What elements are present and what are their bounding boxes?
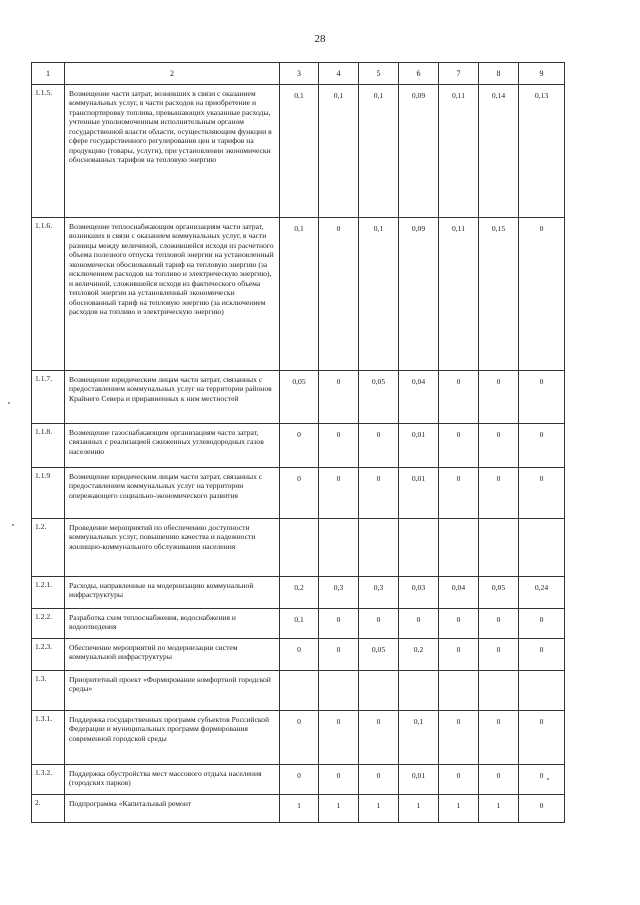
value-cell: 0,2: [280, 577, 319, 609]
value-cell: 0: [319, 711, 359, 765]
value-cell: 0: [519, 711, 565, 765]
value-cell: 0,01: [399, 424, 439, 468]
table-row: [32, 371, 565, 424]
value-cell: 0,1: [280, 85, 319, 218]
value-cell: 0: [439, 711, 479, 765]
value-cell: 0: [519, 765, 565, 795]
scan-speck: [8, 402, 10, 404]
table-row: [32, 424, 565, 468]
row-number: 1.2.: [32, 519, 65, 577]
table-row: [32, 577, 565, 609]
value-cell: 0,3: [319, 577, 359, 609]
value-cell: 0: [479, 765, 519, 795]
row-description: Приоритетный проект «Формирование комфортной городской среды»: [65, 671, 280, 711]
table-row: [32, 519, 565, 577]
value-cell: [359, 519, 399, 577]
row-description: Разработка схем теплоснабжения, водоснабжения и водоотведения: [65, 609, 280, 639]
row-number: 1.3.2.: [32, 765, 65, 795]
value-cell: 0,1: [280, 218, 319, 371]
header-cell: 6: [399, 63, 439, 85]
row-description: Поддержка государственных программ субъектов Российской Федерации и муниципальных программ формирования современной городской среды: [65, 711, 280, 765]
row-number: 1.3.: [32, 671, 65, 711]
value-cell: 0: [359, 609, 399, 639]
value-cell: 0,05: [280, 371, 319, 424]
value-cell: [319, 671, 359, 711]
value-cell: 0: [359, 468, 399, 519]
value-cell: 0,14: [479, 85, 519, 218]
table-row: [32, 711, 565, 765]
row-description: Возмещение теплоснабжающим организациям части затрат, возникших в связи с оказанием коммунальных услуг, в части разницы между величиной, сложившейся исходя из расчетного объема полезного отпуска тепловой энергии на установленный экономически обоснованный тариф на тепловую энергию (за исключением расходов на топливо и электрическую энергию), и величиной, сложившейся исходя из фактического объема тепловой энергии на установленный экономически обоснованный тариф на тепловую энергию (за исключением расходов на топливо и электрическую энергию): [65, 218, 280, 371]
header-cell: 7: [439, 63, 479, 85]
row-description: Возмещение юридическим лицам части затрат, связанных с предоставлением коммунальных услуг на территории районов Крайнего Севера и приравненных к ним местностей: [65, 371, 280, 424]
value-cell: [439, 519, 479, 577]
table-row: [32, 85, 565, 218]
scan-speck: [547, 778, 549, 780]
value-cell: 0: [519, 468, 565, 519]
value-cell: 0: [519, 639, 565, 671]
value-cell: 0,1: [319, 85, 359, 218]
value-cell: 0: [439, 609, 479, 639]
value-cell: 0,1: [359, 218, 399, 371]
value-cell: 0,01: [399, 765, 439, 795]
value-cell: [280, 671, 319, 711]
value-cell: 0,03: [399, 577, 439, 609]
value-cell: 0: [280, 639, 319, 671]
value-cell: [399, 519, 439, 577]
value-cell: 0,09: [399, 85, 439, 218]
value-cell: [399, 671, 439, 711]
value-cell: 0: [439, 639, 479, 671]
value-cell: [319, 519, 359, 577]
row-description: Поддержка обустройства мест массового отдыха населения (городских парков): [65, 765, 280, 795]
value-cell: 0,05: [479, 577, 519, 609]
table-row: [32, 795, 565, 823]
value-cell: 0,05: [359, 639, 399, 671]
header-cell: 5: [359, 63, 399, 85]
header-cell: 4: [319, 63, 359, 85]
value-cell: 0,24: [519, 577, 565, 609]
row-description: Возмещение части затрат, возникших в связи с оказанием коммунальных услуг, в части расходов на приобретение и транспортировку топлива, превышающих указанные расходы, учтенные уполномоченным исполнительным органом государственной власти области, осуществляющим функции в сфере государственного регулирования цен и тарифов на продукцию (товары, услуги), при установлении экономически обоснованных тарифов на тепловую энергию: [65, 85, 280, 218]
value-cell: 0,11: [439, 218, 479, 371]
value-cell: 0: [439, 424, 479, 468]
table-row: [32, 765, 565, 795]
value-cell: 0: [319, 371, 359, 424]
value-cell: 0: [319, 639, 359, 671]
header-cell: 8: [479, 63, 519, 85]
value-cell: 0: [519, 795, 565, 823]
value-cell: 0: [439, 765, 479, 795]
value-cell: 1: [359, 795, 399, 823]
row-number: 1.3.1.: [32, 711, 65, 765]
value-cell: [479, 671, 519, 711]
row-number: 1.1.9: [32, 468, 65, 519]
row-number: 1.2.2.: [32, 609, 65, 639]
value-cell: 1: [439, 795, 479, 823]
row-description: Проведение мероприятий по обеспечению доступности коммунальных услуг, повышению качества и надежности жилищно-коммунального обслуживания населения: [65, 519, 280, 577]
row-number: 1.1.7.: [32, 371, 65, 424]
value-cell: 0,09: [399, 218, 439, 371]
value-cell: 1: [319, 795, 359, 823]
value-cell: 0: [319, 218, 359, 371]
table-row: [32, 639, 565, 671]
value-cell: 1: [280, 795, 319, 823]
value-cell: 0,1: [399, 711, 439, 765]
value-cell: 0: [280, 765, 319, 795]
value-cell: 0: [280, 424, 319, 468]
scan-speck: [12, 524, 14, 526]
value-cell: 0: [519, 424, 565, 468]
table-row: [32, 468, 565, 519]
value-cell: 0: [479, 468, 519, 519]
value-cell: 0: [479, 711, 519, 765]
value-cell: 0,11: [439, 85, 479, 218]
value-cell: 0,15: [479, 218, 519, 371]
header-cell: 9: [519, 63, 565, 85]
value-cell: 0: [280, 711, 319, 765]
value-cell: 0: [319, 765, 359, 795]
value-cell: [280, 519, 319, 577]
value-cell: [519, 519, 565, 577]
row-description: Возмещение газоснабжающим организациям части затрат, связанных с реализацией сжиженных углеводородных газов населению: [65, 424, 280, 468]
value-cell: 1: [479, 795, 519, 823]
row-number: 1.2.3.: [32, 639, 65, 671]
page-number: 28: [314, 33, 326, 45]
value-cell: 0: [439, 468, 479, 519]
table-row: [32, 609, 565, 639]
value-cell: [439, 671, 479, 711]
value-cell: 0: [359, 711, 399, 765]
value-cell: 0: [439, 371, 479, 424]
value-cell: 0: [479, 371, 519, 424]
value-cell: 0,3: [359, 577, 399, 609]
value-cell: [519, 671, 565, 711]
value-cell: 0,04: [399, 371, 439, 424]
value-cell: 0: [359, 424, 399, 468]
row-description: Подпрограмма «Капитальный ремонт: [65, 795, 280, 823]
row-number: 1.1.6.: [32, 218, 65, 371]
row-description: Обеспечение мероприятий по модернизации систем коммунальной инфраструктуры: [65, 639, 280, 671]
table-row: [32, 218, 565, 371]
indicator-table: [31, 62, 565, 823]
value-cell: 0: [479, 639, 519, 671]
value-cell: 0,1: [359, 85, 399, 218]
header-cell: 3: [280, 63, 319, 85]
value-cell: 0: [519, 218, 565, 371]
row-number: 1.1.5.: [32, 85, 65, 218]
row-number: 1.2.1.: [32, 577, 65, 609]
table-row: [32, 671, 565, 711]
value-cell: 0: [319, 468, 359, 519]
value-cell: 0: [399, 609, 439, 639]
value-cell: 1: [399, 795, 439, 823]
value-cell: 0,2: [399, 639, 439, 671]
value-cell: 0: [479, 609, 519, 639]
value-cell: 0,04: [439, 577, 479, 609]
row-number: 1.1.8.: [32, 424, 65, 468]
header-cell: 2: [65, 63, 280, 85]
row-number: 2.: [32, 795, 65, 823]
table-header-row: [32, 63, 565, 85]
value-cell: 0: [319, 609, 359, 639]
value-cell: 0: [519, 609, 565, 639]
value-cell: 0: [280, 468, 319, 519]
header-cell: 1: [32, 63, 65, 85]
value-cell: 0: [319, 424, 359, 468]
value-cell: 0,01: [399, 468, 439, 519]
value-cell: 0,05: [359, 371, 399, 424]
value-cell: 0: [359, 765, 399, 795]
value-cell: 0: [479, 424, 519, 468]
value-cell: [479, 519, 519, 577]
value-cell: 0: [519, 371, 565, 424]
row-description: Возмещение юридическим лицам части затрат, связанных с предоставлением коммунальных услуг на территории опережающего социально-экономического развития: [65, 468, 280, 519]
value-cell: 0,13: [519, 85, 565, 218]
value-cell: 0,1: [280, 609, 319, 639]
value-cell: [359, 671, 399, 711]
row-description: Расходы, направленные на модернизацию коммунальной инфраструктуры: [65, 577, 280, 609]
